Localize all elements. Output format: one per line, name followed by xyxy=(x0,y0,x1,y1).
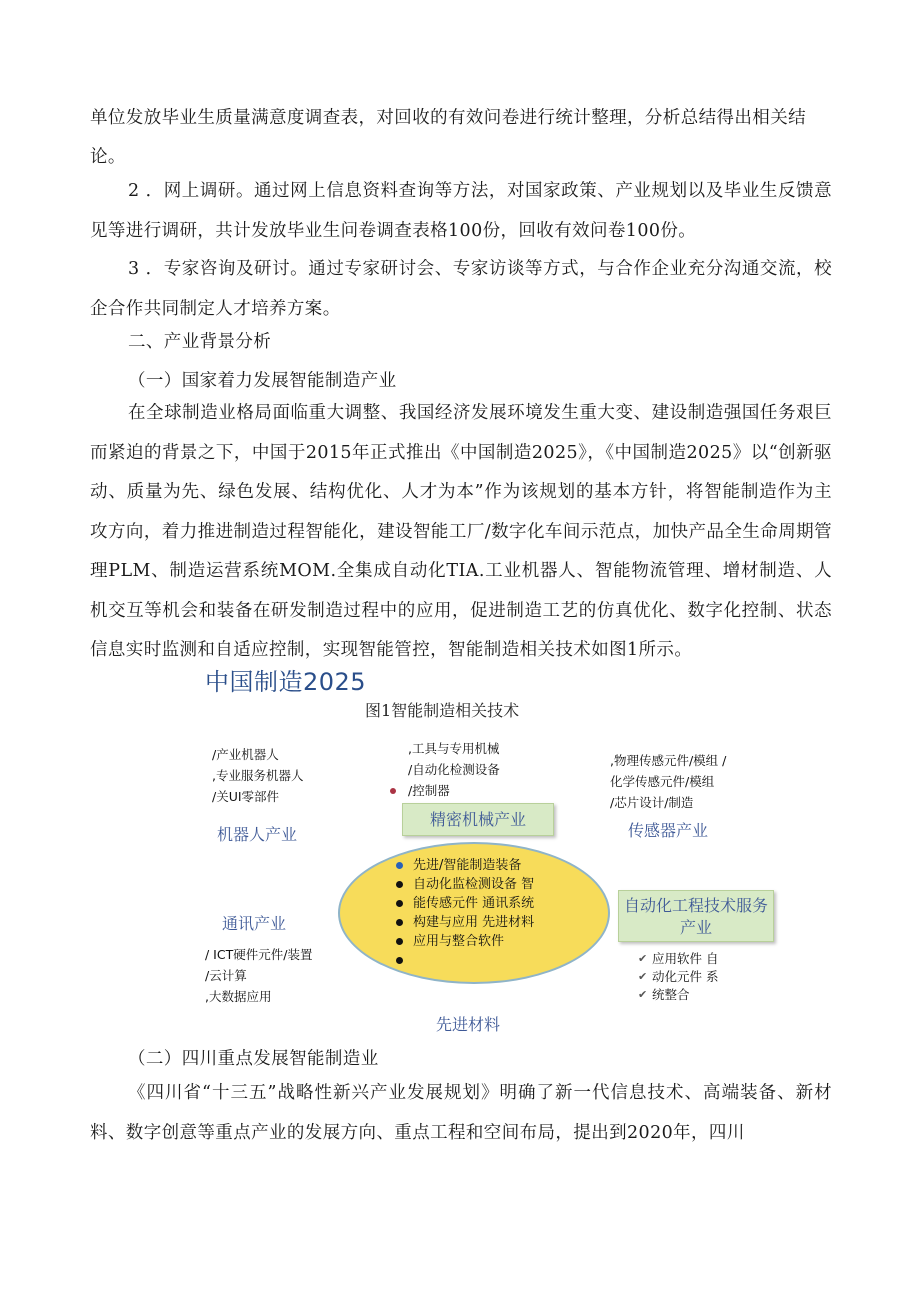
precision-machinery-items xyxy=(408,738,500,801)
list-item: ,专业服务机器人 xyxy=(212,768,304,783)
list-item: 应用软件 自 xyxy=(652,951,719,966)
check-icon: ✔ xyxy=(638,988,648,1001)
list-item xyxy=(395,951,534,970)
list-item: 能传感元件 通讯系统 xyxy=(395,894,534,913)
section-heading-industry-background: 二、产业背景分析 xyxy=(128,332,272,352)
check-icon: ✔ xyxy=(638,970,648,983)
list-item: / ICT硬件元件/装置 xyxy=(205,947,313,962)
list-item: /云计算 xyxy=(205,968,247,983)
paragraph-expert-consultation: 3 ．专家咨询及研讨。通过专家研讨会、专家访谈等方式，与合作企业充分沟通交流，校企合作共同制定人才培养方案。 xyxy=(90,259,832,319)
list-item: ,物理传感元件/模组 / xyxy=(610,753,727,768)
list-item: /芯片设计/制造 xyxy=(610,795,694,810)
list-item: 统整合 xyxy=(652,987,690,1002)
robot-industry-items xyxy=(212,744,303,807)
paragraph-online-research: 2 ．网上调研。通过网上信息资料查询等方法，对国家政策、产业规划以及毕业生反馈意见等进行调研，共计发放毕业生问卷调查表格100份，回收有效问卷100份。 xyxy=(90,181,832,241)
figure-intelligent-manufacturing xyxy=(190,660,790,1045)
check-icon: ✔ xyxy=(638,952,648,965)
advanced-materials-label: 先进材料 xyxy=(436,1015,501,1034)
list-item: /产业机器人 xyxy=(212,747,279,762)
list-item: ,大数据应用 xyxy=(205,989,272,1004)
list-item: 构建与应用 先进材料 xyxy=(395,913,534,932)
list-item: /控制器 xyxy=(408,783,450,798)
precision-machinery-label: 精密机械产业 xyxy=(402,803,554,836)
communication-industry-label: 通讯产业 xyxy=(222,914,287,933)
robot-industry-label: 机器人产业 xyxy=(217,825,298,844)
decorative-dot xyxy=(390,788,396,794)
list-item: 动化元件 系 xyxy=(652,969,719,984)
list-item: 应用与整合软件 xyxy=(395,932,534,951)
list-item: 自动化监检测设备 智 xyxy=(395,875,534,894)
figure-brand-title: 中国制造2025 xyxy=(205,668,367,696)
communication-industry-items xyxy=(205,944,312,1007)
automation-engineering-items xyxy=(638,950,718,1004)
sensor-industry-items xyxy=(610,750,726,813)
paragraph-1-line-1: 单位发放毕业生质量满意度调查表，对回收的有效问卷进行统计整理，分析总结得出相关结 xyxy=(90,108,806,128)
paragraph-made-in-china-2025: 在全球制造业格局面临重大调整、我国经济发展环境发生重大变、建设制造强国任务艰巨而紧迫的背景之下，中国于2015年正式推出《中国制造2025》，《中国制造2025》以“创新驱动、质量为先、绿色发展、结构优化、人才为本”作为该规划的基本方针，将智能制造作为主攻方向，着力推进制造过程智能化，建设智能工厂/数字化车间示范点，加快产品全生命周期管理PLM、制造运营系统MOM.全集成自动化TIA.工业机器人、智能物流管理、增材制造、人机交互等机会和装备在研发制造过程中的应用，促进制造工艺的仿真优化、数字化控制、状态信息实时监测和自适应控制，实现智能管控，智能制造相关技术如图1所示。 xyxy=(90,403,832,660)
figure-caption: 图1智能制造相关技术 xyxy=(365,701,520,720)
sensor-industry-label: 传感器产业 xyxy=(628,821,709,840)
list-item: /自动化检测设备 xyxy=(408,762,500,777)
subsection-heading-sichuan: （二）四川重点发展智能制造业 xyxy=(128,1049,379,1069)
paragraph-sichuan-plan: 《四川省“十三五”战略性新兴产业发展规划》明确了新一代信息技术、高端装备、新材料、数字创意等重点产业的发展方向、重点工程和空间布局，提出到2020年，四川 xyxy=(90,1083,832,1143)
core-technology-list xyxy=(395,856,534,970)
list-item: 先进/智能制造装备 xyxy=(395,856,534,875)
subsection-heading-national: （一）国家着力发展智能制造产业 xyxy=(128,371,397,391)
list-item: /关UI零部件 xyxy=(212,789,280,804)
list-item: ,工具与专用机械 xyxy=(408,741,500,756)
paragraph-1-line-2: 论。 xyxy=(90,147,126,167)
list-item: 化学传感元件/模组 xyxy=(610,774,715,789)
automation-engineering-label: 自动化工程技术服务产业 xyxy=(618,890,774,942)
